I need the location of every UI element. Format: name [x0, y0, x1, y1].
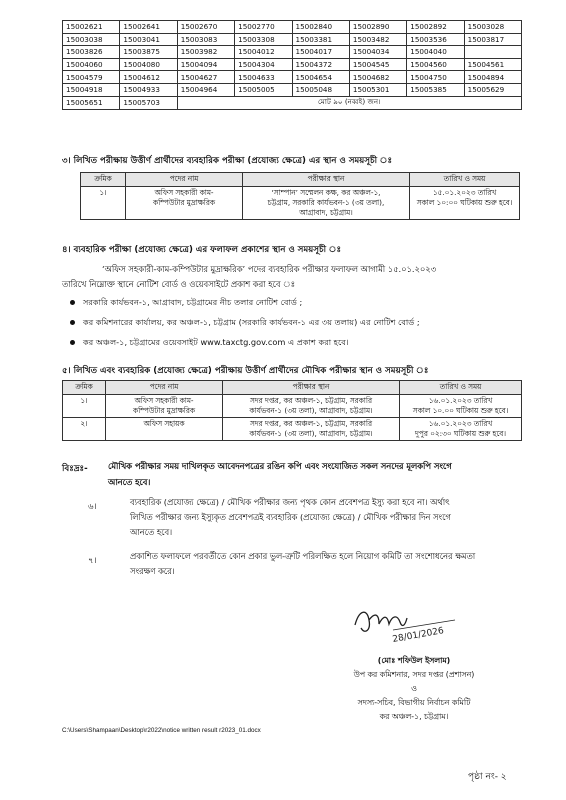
col-venue: পরীক্ষার স্থান — [223, 381, 400, 395]
table-row — [63, 418, 522, 441]
note-label: বিঃদ্রঃ- — [62, 464, 88, 474]
roll-cell: 15004579 — [63, 71, 120, 84]
paragraph-6-text: ব্যবহারিক (প্রযোজ্য ক্ষেত্রে) / মৌখিক পরীক্ষার জন্য পৃথক কোন প্রবেশপত্র ইস্যু করা হবে না। অর্থাৎ লিখিত পরীক্ষার জন্য ইস্যুকৃত প্রবেশপত্রই ব্যবহারিক (প্রযোজ্য ক্ষেত্রে) / মৌখিক পরীক্ষার দিন সংগে আনতে হবে। — [130, 497, 451, 537]
roll-cell: 15005301 — [349, 83, 406, 96]
total-count: মোট ৯০ (নব্বই) জন। — [177, 96, 521, 109]
roll-cell: 15003826 — [63, 46, 120, 59]
signature-date-text: 28/01/2026 — [391, 626, 445, 645]
paragraph-7-text: প্রকাশিত ফলাফলে পরবর্তীতে কোন প্রকার ভুল-ত্রুটি পরিলক্ষিত হলে নিয়োগ কমিটি তা সংশোধনের ক্ষমতা সংরক্ষণ করে। — [130, 551, 476, 576]
roll-cell: 15003083 — [177, 33, 234, 46]
roll-cell: 15004894 — [464, 71, 521, 84]
bullet-item: সরকারি কার্যভবন-১, আগ্রাবাদ, চট্টগ্রামের নীচ তলার নোটিশ বোর্ড ; — [70, 297, 302, 310]
roll-cell: 15004560 — [407, 58, 464, 71]
roll-cell: 15002641 — [120, 21, 177, 34]
roll-cell: 15004372 — [292, 58, 349, 71]
signatory-name: (মোঃ শফিউল ইসলাম) — [377, 656, 451, 665]
roll-cell: 15004654 — [292, 71, 349, 84]
roll-cell: 15004633 — [235, 71, 292, 84]
roll-cell: 15003982 — [177, 46, 234, 59]
paragraph-7-number: ৭। — [88, 555, 97, 565]
col-post: পদের নাম — [106, 381, 223, 395]
table-row — [63, 395, 522, 418]
table-row — [63, 21, 522, 34]
section-5-heading: ৫। লিখিত এবং ব্যবহারিক (প্রযোজ্য ক্ষেত্রে) পরীক্ষায় উত্তীর্ণ প্রার্থীদের মৌখিক পরীক্ষার স্থান ও সময়সূচী ঃ — [62, 366, 429, 376]
roll-number-table — [62, 20, 522, 110]
roll-cell — [464, 46, 521, 59]
roll-cell: 15004034 — [349, 46, 406, 59]
roll-cell: 15002621 — [63, 21, 120, 34]
table-header-row — [81, 173, 520, 187]
post-cell: অফিস সহায়ক — [106, 418, 223, 441]
col-serial: ক্রমিক — [63, 381, 106, 395]
serial-cell: ২। — [63, 418, 106, 441]
roll-cell: 15004080 — [120, 58, 177, 71]
col-serial: ক্রমিক — [81, 173, 126, 187]
table-row — [81, 187, 520, 220]
roll-cell: 15002890 — [349, 21, 406, 34]
venue-cell: ‘সাম্পান’ সম্মেলন কক্ষ, কর অঞ্চল-১, চট্টগ্রাম, সরকারি কার্যভবন-১ (৩য় তলা), আগ্রাবাদ, চট্টগ্রাম। — [243, 187, 410, 220]
handwritten-signature — [345, 590, 475, 650]
signatory-office: কর অঞ্চল-১, চট্টগ্রাম। — [379, 712, 449, 721]
practical-exam-table — [80, 172, 520, 220]
roll-cell: 15005651 — [63, 96, 120, 109]
roll-cell: 15004094 — [177, 58, 234, 71]
roll-cell: 15003308 — [235, 33, 292, 46]
roll-cell: 15002670 — [177, 21, 234, 34]
col-datetime: তারিখ ও সময় — [410, 173, 520, 187]
signatory-designation: উপ কর কমিশনার, সদর দপ্তর (প্রশাসন) — [353, 670, 475, 679]
roll-cell: 15003028 — [464, 21, 521, 34]
note-line-2: আনতে হবে। — [108, 477, 151, 487]
post-cell: অফিস সহকারী কাম- কম্পিউটার মুদ্রাক্ষরিক — [106, 395, 223, 418]
file-path: C:\Users\Shampaan\Desktop\r2022\notice written result r2023_01.docx — [62, 727, 261, 734]
roll-cell: 15005629 — [464, 83, 521, 96]
roll-cell: 15004750 — [407, 71, 464, 84]
roll-cell: 15003038 — [63, 33, 120, 46]
roll-cell: 15004933 — [120, 83, 177, 96]
page-number: পৃষ্ঠা নং- ২ — [468, 772, 507, 782]
roll-cell: 15005005 — [235, 83, 292, 96]
table-row — [63, 71, 522, 84]
col-venue: পরীক্ষার স্থান — [243, 173, 410, 187]
roll-cell: 15004040 — [407, 46, 464, 59]
roll-cell: 15002770 — [235, 21, 292, 34]
roll-cell: 15004964 — [177, 83, 234, 96]
roll-cell: 15005703 — [120, 96, 177, 109]
datetime-cell: ১৫.০১.২০২৩ তারিখ সকাল ১০:০০ ঘটিকায় শুরু হবে। — [410, 187, 520, 220]
signatory-and: ও — [411, 684, 417, 693]
table-row — [63, 33, 522, 46]
roll-cell: 15004017 — [292, 46, 349, 59]
bullet-item: কর অঞ্চল-১, চট্টগ্রামের ওয়েবসাইট www.taxctg.gov.com এ প্রকাশ করা হবে। — [70, 337, 349, 350]
roll-cell: 15004060 — [63, 58, 120, 71]
col-post: পদের নাম — [126, 173, 243, 187]
roll-cell: 15004561 — [464, 58, 521, 71]
table-header-row — [63, 381, 522, 395]
serial-cell: ১। — [81, 187, 126, 220]
roll-cell: 15003041 — [120, 33, 177, 46]
roll-cell: 15004612 — [120, 71, 177, 84]
roll-cell: 15002892 — [407, 21, 464, 34]
roll-cell: 15004627 — [177, 71, 234, 84]
serial-cell: ১। — [63, 395, 106, 418]
roll-cell: 15005048 — [292, 83, 349, 96]
roll-cell: 15005385 — [407, 83, 464, 96]
roll-cell: 15004545 — [349, 58, 406, 71]
paragraph-6-number: ৬। — [88, 501, 97, 511]
roll-cell: 15003482 — [349, 33, 406, 46]
roll-cell: 15004682 — [349, 71, 406, 84]
section-4-heading: ৪। ব্যবহারিক পরীক্ষা (প্রযোজ্য ক্ষেত্রে) এর ফলাফল প্রকাশের স্থান ও সময়সূচী ঃ — [62, 245, 342, 255]
bullet-icon — [70, 340, 75, 345]
datetime-cell: ১৬.০১.২০২৩ তারিখ সকাল ১০.০০ ঘটিকায় শুরু হবে। — [400, 395, 522, 418]
viva-exam-table — [62, 380, 522, 441]
section-3-heading: ৩। লিখিত পরীক্ষায় উত্তীর্ণ প্রার্থীদের ব্যবহারিক পরীক্ষা (প্রযোজ্য ক্ষেত্রে) এর স্থান ও সময়সূচী ঃ — [62, 156, 393, 166]
table-row — [63, 46, 522, 59]
venue-cell: সদর দপ্তর, কর অঞ্চল-১, চট্টগ্রাম, সরকারি কার্যভবন-১ (৩য় তলা), আগ্রাবাদ, চট্টগ্রাম। — [223, 395, 400, 418]
table-row — [63, 96, 522, 109]
roll-cell: 15003536 — [407, 33, 464, 46]
roll-cell: 15004012 — [235, 46, 292, 59]
roll-cell: 15003381 — [292, 33, 349, 46]
datetime-cell: ১৬.০১.২০২৩ তারিখ দুপুর ০২:৩০ ঘটিকায় শুরু হবে। — [400, 418, 522, 441]
bullet-item: কর কমিশনারের কার্যালয়, কর অঞ্চল-১, চট্টগ্রাম (সরকারি কার্যভবন-১ এর ৩য় তলায়) এর নোটিশ বোর্ড ; — [70, 317, 420, 330]
table-row — [63, 58, 522, 71]
note-line-1: মৌখিক পরীক্ষার সময় দাখিলকৃত আবেদনপত্রের রঙিন কপি এবং সংযোজিত সকল সনদের মূলকপি সংগে — [108, 461, 452, 471]
section-4-line-2: তারিখে নিম্নোক্ত স্থানে নোটিশ বোর্ড ও ওয়েবসাইটে প্রকাশ করা হবে ঃ — [62, 279, 296, 289]
post-cell: অফিস সহকারী কাম- কম্পিউটার মুদ্রাক্ষরিক — [126, 187, 243, 220]
venue-cell: সদর দপ্তর, কর অঞ্চল-১, চট্টগ্রাম, সরকারি কার্যভবন-১ (৩য় তলা), আগ্রাবাদ, চট্টগ্রাম। — [223, 418, 400, 441]
table-row — [63, 83, 522, 96]
bullet-icon — [70, 300, 75, 305]
bullet-icon — [70, 320, 75, 325]
col-datetime: তারিখ ও সময় — [400, 381, 522, 395]
section-4-line-1: ‘অফিস সহকারী-কাম-কম্পিউটার মুদ্রাক্ষরিক’ পদের ব্যবহারিক পরীক্ষার ফলাফল আগামী ১৫.০১.২০২৩ — [102, 264, 437, 274]
roll-cell: 15002840 — [292, 21, 349, 34]
roll-cell: 15003875 — [120, 46, 177, 59]
roll-cell: 15004918 — [63, 83, 120, 96]
roll-cell: 15004304 — [235, 58, 292, 71]
roll-cell: 15003817 — [464, 33, 521, 46]
signatory-role: সদস্য-সচিব, বিভাগীয় নির্বাচন কমিটি — [357, 698, 471, 707]
